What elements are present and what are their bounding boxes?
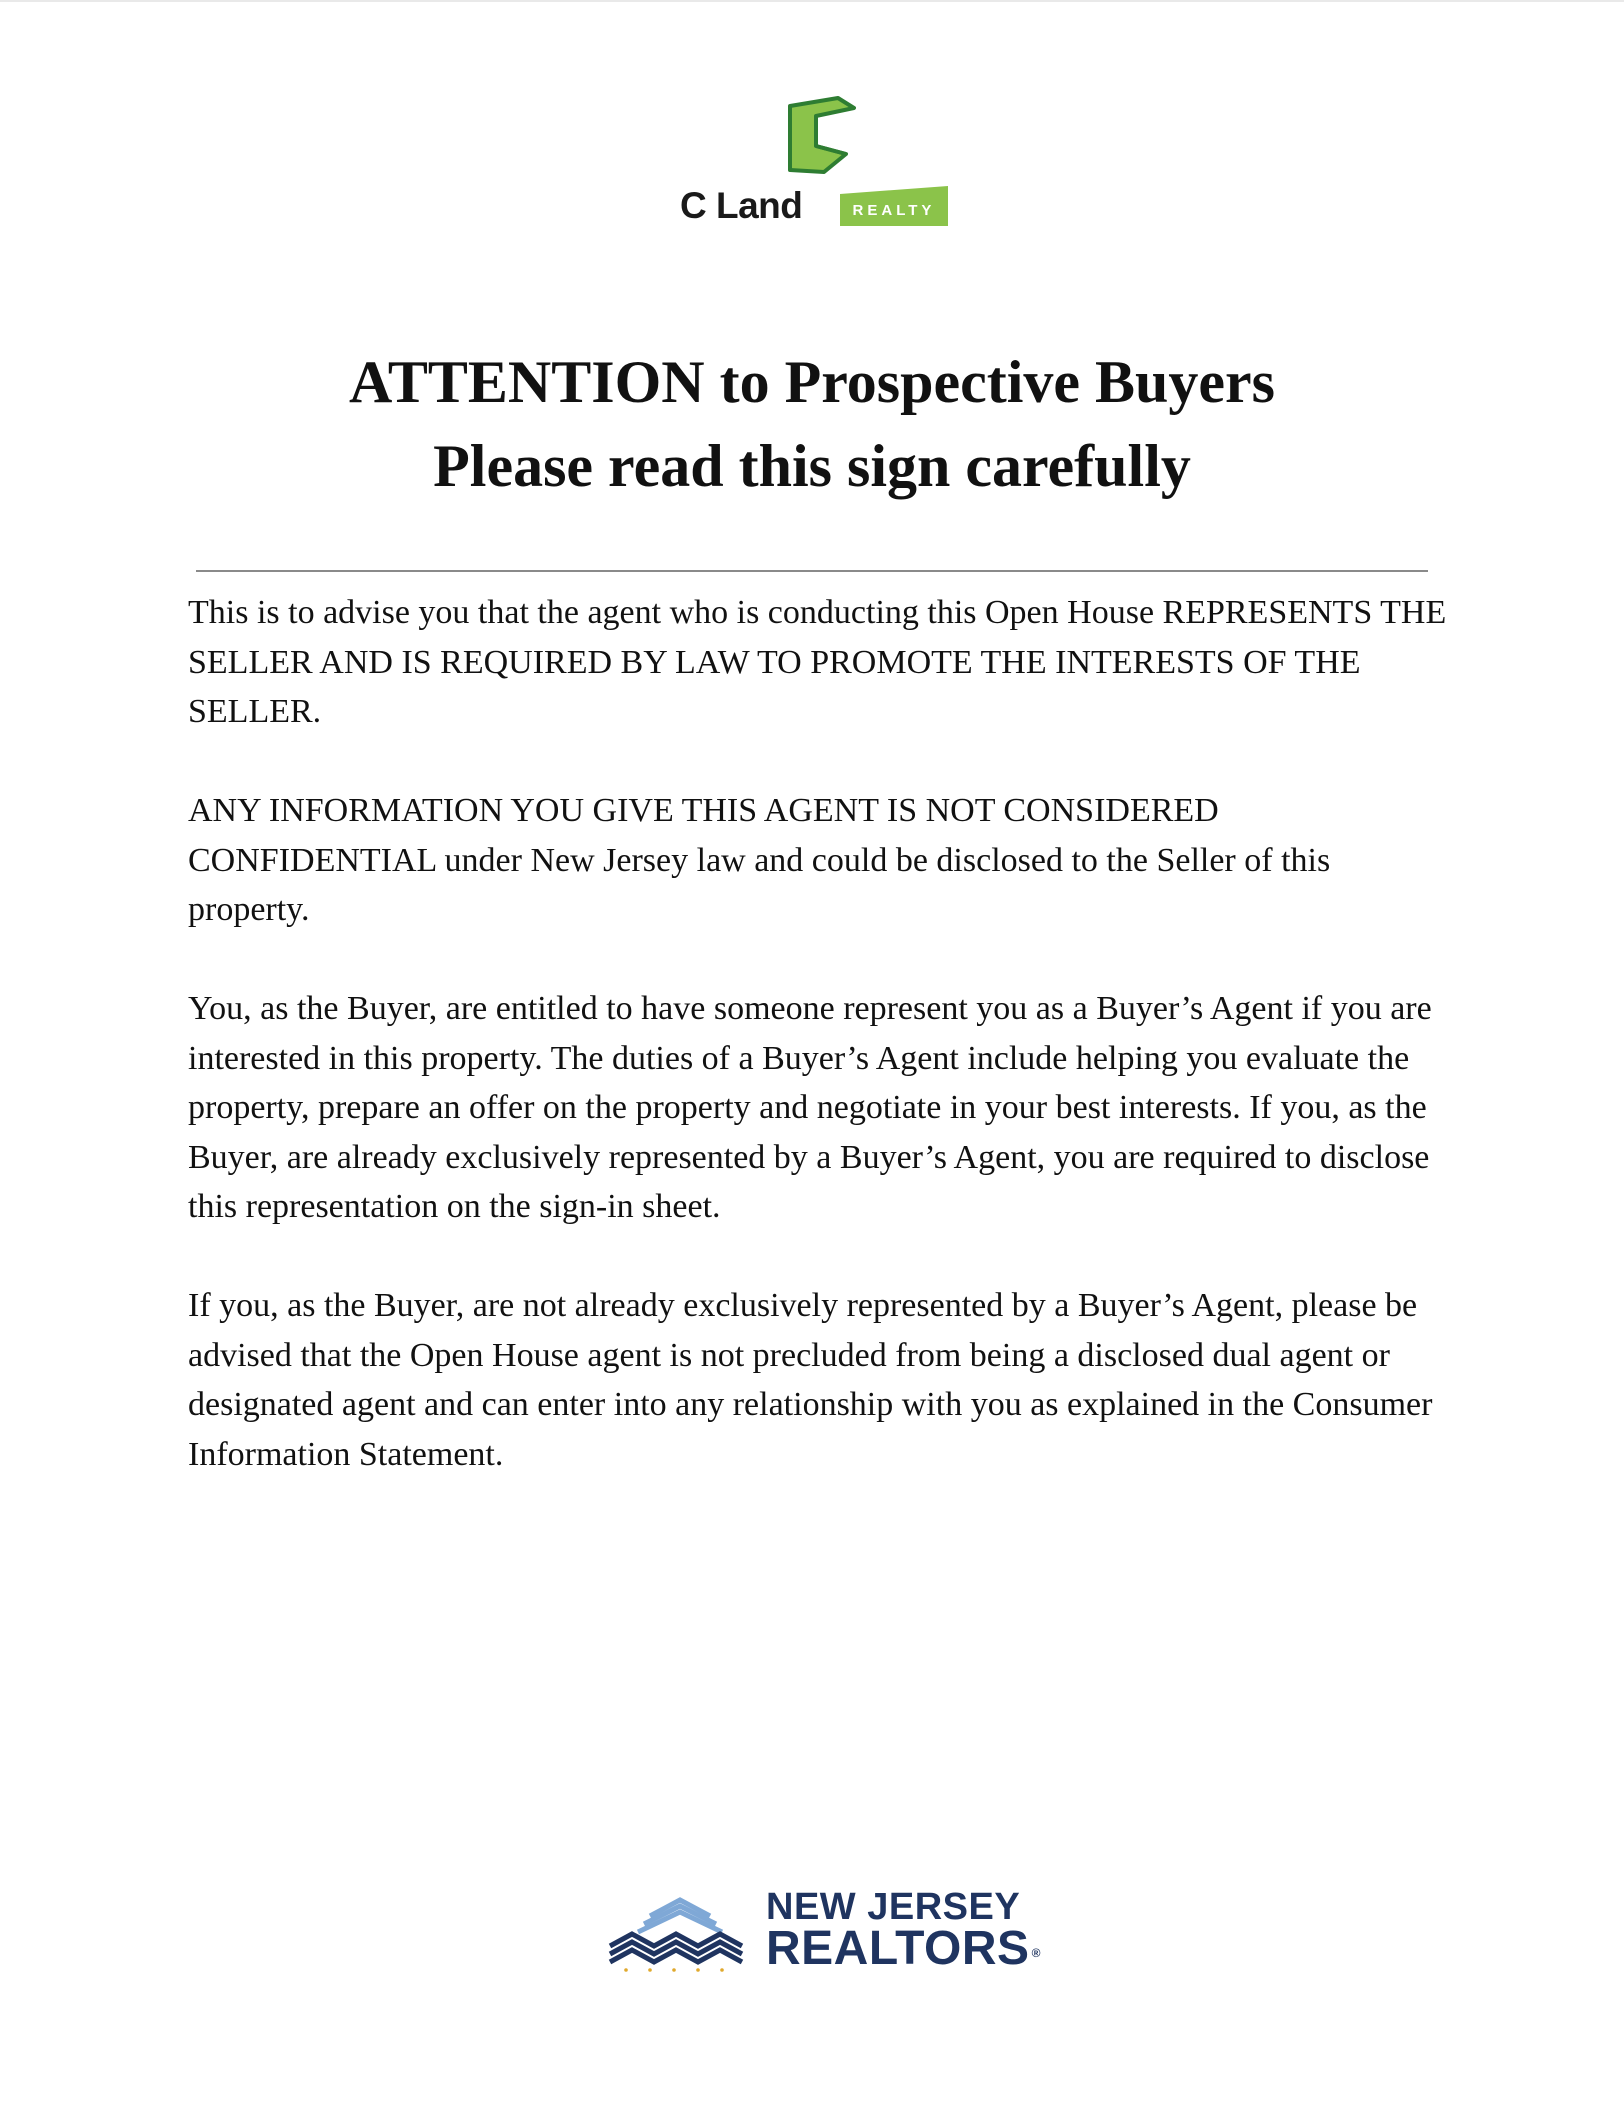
page-title: [0, 340, 1624, 508]
nj-realtors-line-1: NEW JERSEY: [766, 1886, 1021, 1928]
c-land-logo-icon: [776, 96, 856, 186]
notice-body: [188, 588, 1448, 1529]
nj-realtors-line-2: [766, 1924, 1041, 1974]
nj-realtors-logo: [606, 1886, 1041, 1976]
paragraph-dual-agent: If you, as the Buyer, are not already exclusively represented by a Buyer’s Agent, please be advised that the Open House agent is not precluded from being a disclosed dual agent or designated agent and can enter into any relationship with you as explained in the Consumer Information Statement.: [188, 1287, 1433, 1473]
nj-realtors-word: REALTORS: [766, 1922, 1030, 1975]
paragraph-seller-representation: This is to advise you that the agent who is conducting this Open House REPRESENTS THE SELLER AND IS REQUIRED BY LAW TO PROMOTE THE INTERESTS OF THE SELLER.: [188, 594, 1447, 730]
title-line-1: ATTENTION to Prospective Buyers: [348, 349, 1276, 415]
page-top-edge: [0, 0, 1624, 2]
paragraph-buyers-agent: You, as the Buyer, are entitled to have someone represent you as a Buyer’s Agent if you are interested in this property. The duties of a Buyer’s Agent include helping you evaluate the property, prepare an offer on the property and negotiate in your best interests. If you, as the Buyer, are already exclusively represented by a Buyer’s Agent, you are required to disclose this representation on the sign-in sheet.: [188, 990, 1432, 1225]
title-divider: [196, 570, 1428, 572]
paragraph-confidentiality: ANY INFORMATION YOU GIVE THIS AGENT IS NOT CONSIDERED CONFIDENTIAL under New Jersey law and could be disclosed to the Seller of this property.: [188, 792, 1331, 928]
title-line-2: Please read this sign carefully: [433, 433, 1191, 499]
brand-name: C Land: [680, 185, 803, 226]
registered-mark: ®: [1031, 1946, 1041, 1960]
brand-tag: REALTY: [852, 202, 936, 219]
nj-realtors-wave-icon: [606, 1894, 756, 1972]
c-land-realty-logo: [676, 96, 948, 232]
